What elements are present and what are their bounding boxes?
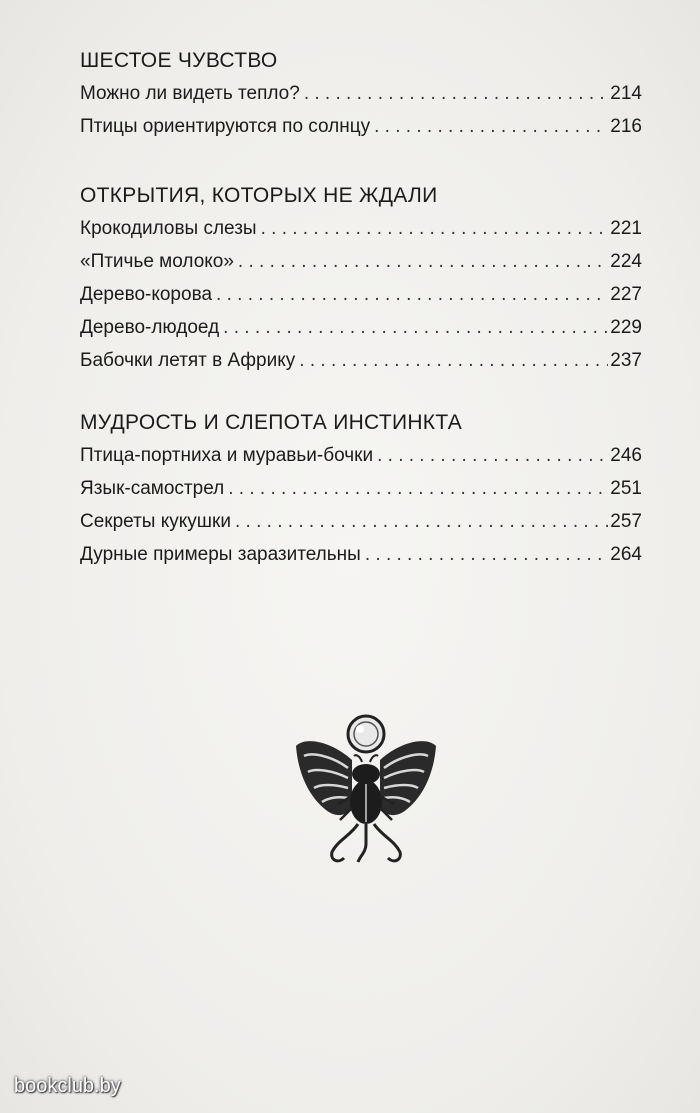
entry-page: 216 [610, 116, 642, 137]
toc-entry [80, 110, 642, 143]
entry-page: 227 [610, 284, 642, 305]
site-watermark: bookclub.by [14, 1075, 121, 1097]
toc-entry [80, 245, 642, 278]
entry-page: 229 [610, 317, 642, 338]
entry-title: Дурные примеры заразительны [80, 544, 361, 565]
toc-entry [80, 311, 642, 344]
toc-entry [80, 77, 642, 110]
entry-page: 257 [610, 511, 642, 532]
dot-leader [235, 505, 608, 538]
entry-page: 246 [610, 445, 642, 466]
toc-entry [80, 538, 642, 571]
entry-title: Птица-портниха и муравьи-бочки [80, 445, 374, 466]
entry-page: 214 [610, 83, 642, 104]
toc-entry [80, 278, 642, 311]
entry-page: 264 [610, 544, 642, 565]
dot-leader [238, 245, 608, 278]
entry-title: Можно ли видеть тепло? [80, 83, 300, 104]
dot-leader [377, 439, 608, 472]
entry-title: Секреты кукушки [80, 511, 231, 532]
dot-leader [304, 77, 608, 110]
toc-section [80, 407, 642, 571]
section-title: МУДРОСТЬ И СЛЕПОТА ИНСТИНКТА [80, 411, 463, 434]
dot-leader [299, 344, 608, 377]
toc-entry [80, 212, 642, 245]
toc-entry [80, 505, 642, 538]
toc-section [80, 45, 642, 143]
section-title: ОТКРЫТИЯ, КОТОРЫХ НЕ ЖДАЛИ [80, 184, 438, 207]
entry-page: 221 [610, 218, 642, 239]
entry-page: 251 [610, 478, 642, 499]
dot-leader [374, 110, 608, 143]
entry-title: Дерево-людоед [80, 317, 220, 338]
entry-title: Язык-самострел [80, 478, 225, 499]
entry-title: Дерево-корова [80, 284, 213, 305]
entry-page: 237 [610, 350, 642, 371]
entry-title: Крокодиловы слезы [80, 218, 257, 239]
section-title: ШЕСТОЕ ЧУВСТВО [80, 49, 278, 72]
toc-section [80, 180, 642, 377]
dot-leader [216, 278, 608, 311]
entry-page: 224 [610, 251, 642, 272]
entry-title: Бабочки летят в Африку [80, 350, 296, 371]
dot-leader [365, 538, 608, 571]
entry-title: «Птичье молоко» [80, 251, 234, 272]
toc-entry [80, 439, 642, 472]
toc-entry [80, 472, 642, 505]
dot-leader [261, 212, 609, 245]
toc-entry [80, 344, 642, 377]
dot-leader [223, 311, 608, 344]
entry-title: Птицы ориентируются по солнцу [80, 116, 371, 137]
winged-scarab-icon [292, 712, 440, 872]
dot-leader [228, 472, 608, 505]
